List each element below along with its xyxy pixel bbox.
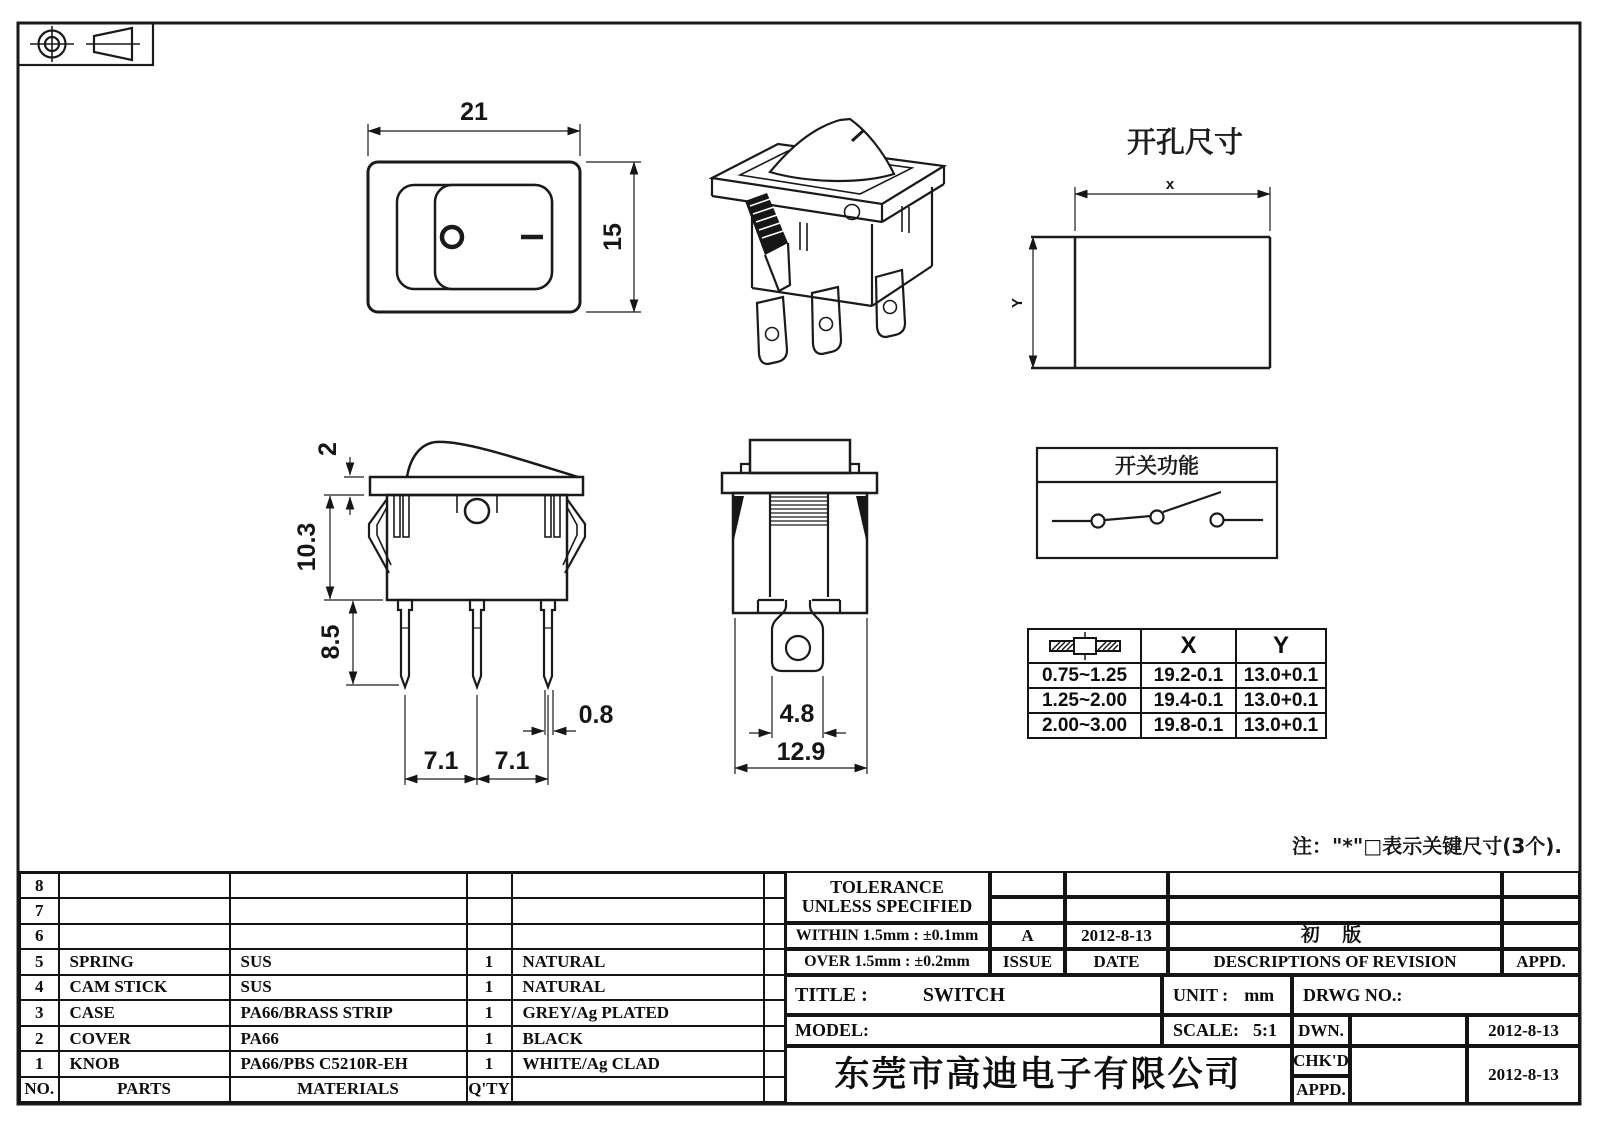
empty-cell: [1065, 871, 1168, 897]
empty-cell: [1502, 923, 1580, 949]
cutout-title: 开孔尺寸: [1126, 125, 1244, 159]
unit-value: mm: [1244, 984, 1275, 1005]
part-name: COVER: [59, 1026, 230, 1052]
part-name: [59, 898, 230, 924]
dim-blade-width: 4.8: [779, 700, 815, 728]
part-no: 4: [20, 975, 59, 1001]
part-no: 2: [20, 1026, 59, 1052]
spare-cell: [764, 975, 786, 1001]
parts-table: [18, 871, 787, 1104]
end-view: [722, 440, 877, 774]
table-row: [20, 1026, 786, 1052]
part-no: 8: [20, 873, 59, 899]
chkd-date-cell: 2012-8-13: [1467, 1046, 1580, 1104]
y-value: 13.0+0.1: [1236, 713, 1326, 738]
dim-cutout-x: x: [1165, 176, 1175, 193]
dwn-label-cell: DWN.: [1292, 1015, 1350, 1046]
part-color: [512, 924, 764, 950]
thickness-range: 0.75~1.25: [1028, 663, 1141, 688]
part-name: CASE: [59, 1000, 230, 1026]
company-name-cell: 东莞市高迪电子有限公司: [784, 1046, 1292, 1104]
part-qty: 1: [467, 1000, 512, 1026]
x-value: 19.2-0.1: [1141, 663, 1236, 688]
part-color: WHITE/Ag CLAD: [512, 1051, 764, 1077]
tolerance-within-cell: WITHIN 1.5mm : ±0.1mm: [784, 923, 990, 949]
part-no: 1: [20, 1051, 59, 1077]
part-name: KNOB: [59, 1051, 230, 1077]
y-value: 13.0+0.1: [1236, 688, 1326, 713]
table-row: [20, 873, 786, 899]
xy-row: [1028, 688, 1326, 713]
thickness-range: 1.25~2.00: [1028, 688, 1141, 713]
key-dimension-note: 注："*"□表示关键尺寸(3个).: [1292, 834, 1562, 858]
header-color: [512, 1077, 764, 1103]
front-view: [368, 98, 641, 312]
part-qty: 1: [467, 1051, 512, 1077]
drwg-no-cell: DRWG NO.:: [1292, 975, 1580, 1015]
table-row: [20, 924, 786, 950]
spare-cell: [764, 1026, 786, 1052]
projection-cone-icon: [86, 28, 140, 60]
empty-cell: [990, 871, 1065, 897]
header-qty: Q'TY: [467, 1077, 512, 1103]
part-material: SUS: [230, 949, 467, 975]
panel-thickness-cell: [1028, 629, 1141, 663]
part-material: SUS: [230, 975, 467, 1001]
function-box: [1037, 448, 1277, 558]
dim-pitch-left: 7.1: [423, 747, 459, 775]
part-material: [230, 873, 467, 899]
part-qty: [467, 924, 512, 950]
dim-end-width: 12.9: [776, 738, 826, 766]
issue-value-cell: A: [990, 923, 1065, 949]
unit-label: UNIT :: [1173, 984, 1229, 1005]
dim-pin-thickness: 0.8: [578, 701, 614, 729]
appd-row-label-cell: APPD.: [1292, 1076, 1350, 1104]
title-cell: [784, 975, 1162, 1015]
dim-pitch-right: 7.1: [494, 747, 530, 775]
perspective-view: [712, 119, 944, 364]
dwn-signature-cell: [1350, 1015, 1467, 1046]
side-view: [293, 442, 613, 785]
tolerance-line1: TOLERANCE: [830, 877, 944, 898]
part-color: NATURAL: [512, 975, 764, 1001]
part-material: [230, 924, 467, 950]
part-no: 7: [20, 898, 59, 924]
dim-flange-thickness: 2: [314, 442, 342, 456]
tolerance-line2: UNLESS SPECIFIED: [801, 896, 973, 916]
projection-symbol-box: [18, 23, 153, 65]
part-color: NATURAL: [512, 949, 764, 975]
header-parts: PARTS: [59, 1077, 230, 1103]
date-label-cell: DATE: [1065, 949, 1168, 975]
chkd-signature-cell: [1350, 1046, 1467, 1104]
col-header-y: Y: [1236, 629, 1326, 663]
part-no: 6: [20, 924, 59, 950]
part-material: [230, 898, 467, 924]
chkd-label-cell: CHK'D: [1292, 1046, 1350, 1076]
function-title: 开关功能: [1115, 454, 1199, 478]
spare-cell: [764, 1000, 786, 1026]
header-materials: MATERIALS: [230, 1077, 467, 1103]
part-material: PA66/PBS C5210R-EH: [230, 1051, 467, 1077]
part-color: BLACK: [512, 1026, 764, 1052]
scale-cell: [1162, 1015, 1292, 1046]
dwn-date-cell: 2012-8-13: [1467, 1015, 1580, 1046]
panel-thickness-icon: [1046, 632, 1124, 660]
part-no: 3: [20, 1000, 59, 1026]
terminal-blades: [757, 270, 905, 364]
tolerance-over-cell: OVER 1.5mm : ±0.2mm: [784, 949, 990, 975]
x-value: 19.8-0.1: [1141, 713, 1236, 738]
model-cell: MODEL:: [784, 1015, 1162, 1046]
table-row: [20, 898, 786, 924]
part-qty: [467, 898, 512, 924]
part-name: [59, 873, 230, 899]
y-value: 13.0+0.1: [1236, 663, 1326, 688]
empty-cell: [1168, 871, 1502, 897]
x-value: 19.4-0.1: [1141, 688, 1236, 713]
table-row: [20, 1051, 786, 1077]
revision-label-cell: DESCRIPTIONS OF REVISION: [1168, 949, 1502, 975]
unit-cell: [1162, 975, 1292, 1015]
dim-body-height: 10.3: [293, 522, 321, 572]
empty-cell: [1502, 871, 1580, 897]
empty-cell: [990, 897, 1065, 923]
header-no: NO.: [20, 1077, 59, 1103]
spare-cell: [764, 873, 786, 899]
part-name: CAM STICK: [59, 975, 230, 1001]
spare-cell: [764, 924, 786, 950]
dim-cutout-y: Y: [1009, 297, 1026, 309]
part-qty: 1: [467, 949, 512, 975]
spare-cell: [764, 949, 786, 975]
table-row: [20, 975, 786, 1001]
part-material: PA66: [230, 1026, 467, 1052]
revision-value-cell: 初 版: [1168, 923, 1502, 949]
part-qty: 1: [467, 1026, 512, 1052]
dim-front-width: 21: [460, 98, 488, 126]
spare-cell: [764, 898, 786, 924]
empty-cell: [1168, 897, 1502, 923]
xy-row: [1028, 713, 1326, 738]
part-color: [512, 873, 764, 899]
part-qty: 1: [467, 975, 512, 1001]
dim-front-height: 15: [599, 223, 627, 251]
title-label: TITLE :: [795, 983, 868, 1006]
xy-row: [1028, 663, 1326, 688]
spare-cell: [764, 1051, 786, 1077]
col-header-x: X: [1141, 629, 1236, 663]
appd-label-cell: APPD.: [1502, 949, 1580, 975]
cutout-xy-table: [1027, 628, 1327, 739]
spare-cell: [764, 1077, 786, 1103]
part-qty: [467, 873, 512, 899]
scale-value: 5:1: [1253, 1020, 1278, 1041]
datum-target-icon: [30, 26, 74, 62]
part-name: SPRING: [59, 949, 230, 975]
dim-pin-length: 8.5: [317, 624, 345, 660]
part-material: PA66/BRASS STRIP: [230, 1000, 467, 1026]
spring-ribs: [770, 497, 828, 525]
part-no: 5: [20, 949, 59, 975]
table-row: [20, 949, 786, 975]
empty-cell: [1065, 897, 1168, 923]
part-color: GREY/Ag PLATED: [512, 1000, 764, 1026]
spdt-circuit-icon: [1052, 492, 1263, 528]
tolerance-header-cell: [784, 871, 990, 923]
rocker-knob: [770, 119, 894, 181]
date-value-cell: 2012-8-13: [1065, 923, 1168, 949]
scale-label: SCALE:: [1173, 1020, 1240, 1041]
cutout-view: [1009, 125, 1270, 368]
part-color: [512, 898, 764, 924]
table-row: [20, 1000, 786, 1026]
empty-cell: [1502, 897, 1580, 923]
table-header-row: [20, 1077, 786, 1103]
part-name: [59, 924, 230, 950]
issue-label-cell: ISSUE: [990, 949, 1065, 975]
thickness-range: 2.00~3.00: [1028, 713, 1141, 738]
title-value: SWITCH: [922, 983, 1006, 1006]
